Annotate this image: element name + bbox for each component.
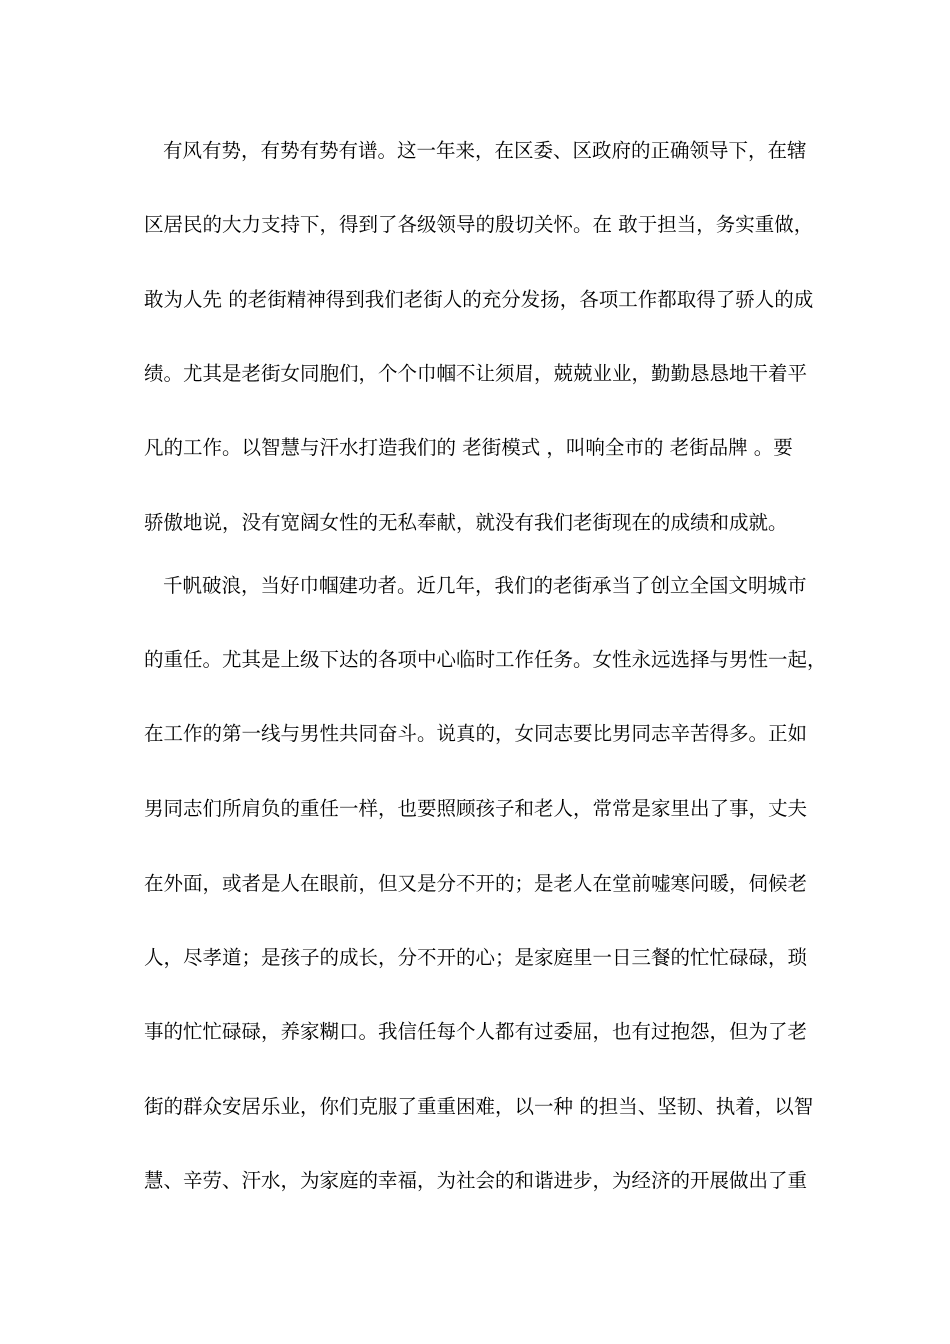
paragraph-2-line-5: 在外面，或者是人在眼前，但又是分不开的；是老人在堂前嘘寒问暖，伺候老 <box>144 872 808 895</box>
paragraph-2-line-8: 街的群众安居乐业，你们克服了重重困难，以一种 的担当、坚韧、执着，以智 <box>144 1095 814 1118</box>
paragraph-2-line-4: 男同志们所肩负的重任一样，也要照顾孩子和老人，常常是家里出了事，丈夫 <box>144 797 808 820</box>
paragraph-2-line-2: 的重任。尤其是上级下达的各项中心临时工作任务。女性永远选择与男性一起， <box>144 648 827 671</box>
paragraph-1-line-3: 敢为人先 的老街精神得到我们老街人的充分发扬，各项工作都取得了骄人的成 <box>144 288 814 311</box>
paragraph-2-line-6: 人，尽孝道；是孩子的成长，分不开的心；是家庭里一日三餐的忙忙碌碌，琐 <box>144 946 808 969</box>
paragraph-1-line-1: 有风有势，有势有势有谱。这一年来，在区委、区政府的正确领导下，在辖 <box>163 139 807 162</box>
paragraph-2-line-9: 慧、辛劳、汗水，为家庭的幸福，为社会的和谐进步，为经济的开展做出了重 <box>144 1169 808 1192</box>
paragraph-1-line-2: 区居民的大力支持下，得到了各级领导的殷切关怀。在 敢于担当，务实重做， <box>144 213 814 236</box>
paragraph-1-line-5: 凡的工作。以智慧与汗水打造我们的 老街模式 ，叫响全市的 老街品牌 。要 <box>144 436 793 459</box>
paragraph-2-line-3: 在工作的第一线与男性共同奋斗。说真的，女同志要比男同志辛苦得多。正如 <box>144 722 808 745</box>
paragraph-1-line-4: 绩。尤其是老街女同胞们，个个巾帼不让须眉，兢兢业业，勤勤恳恳地干着平 <box>144 362 808 385</box>
paragraph-1-line-6: 骄傲地说，没有宽阔女性的无私奉献，就没有我们老街现在的成绩和成就。 <box>144 511 788 534</box>
paragraph-2-line-1: 千帆破浪，当好巾帼建功者。近几年，我们的老街承当了创立全国文明城市 <box>163 574 807 597</box>
paragraph-2-line-7: 事的忙忙碌碌，养家糊口。我信任每个人都有过委屈，也有过抱怨，但为了老 <box>144 1020 808 1043</box>
